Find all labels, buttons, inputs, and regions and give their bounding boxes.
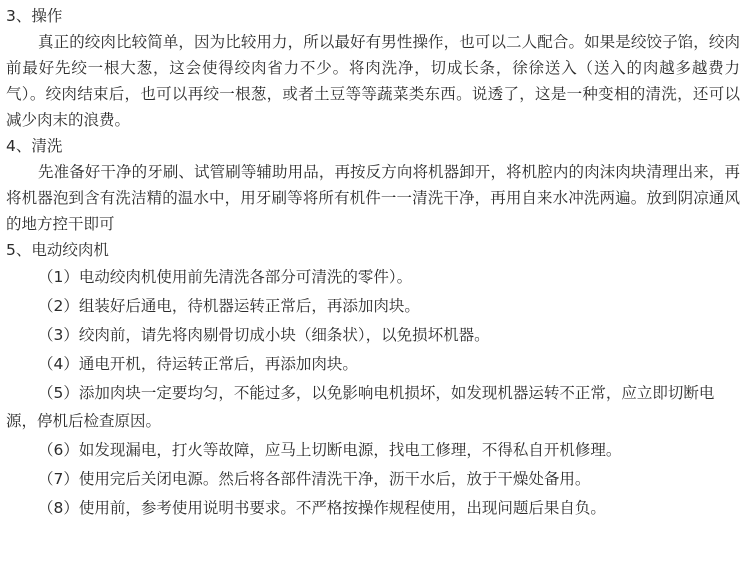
section-heading-operation: 3、操作 bbox=[6, 7, 63, 25]
list-item: （4）通电开机，待运转正常后，再添加肉块。 bbox=[38, 355, 358, 373]
list-item: （6）如发现漏电，打火等故障，应马上切断电源，找电工修理，不得私自开机修理。 bbox=[38, 441, 622, 459]
list-item: （5）添加肉块一定要均匀，不能过多，以免影响电机损坏，如发现机器运转不正常，应立即切断电源，停机后检查原因。 bbox=[6, 384, 715, 430]
list-item: （1）电动绞肉机使用前先清洗各部分可清洗的零件）。 bbox=[38, 268, 413, 286]
section-cleaning bbox=[6, 133, 740, 237]
list-item: （2）组装好后通电，待机器运转正常后，再添加肉块。 bbox=[38, 297, 420, 315]
paragraph-operation: 真正的绞肉比较简单，因为比较用力，所以最好有男性操作，也可以二人配合。如果是绞饺子馅，绞肉前最好先绞一根大葱，这会使得绞肉省力不少。将肉洗净，切成长条，徐徐送入（送入的肉越多越费力气）。绞肉结束后，也可以再绞一根葱，或者土豆等等蔬菜类东西。说透了，这是一种变相的清洗，还可以减少肉末的浪费。 bbox=[6, 33, 740, 129]
list-item: （8）使用前，参考使用说明书要求。不严格按操作规程使用，出现问题后果自负。 bbox=[38, 499, 606, 517]
section-heading-electric-grinder: 5、电动绞肉机 bbox=[6, 241, 109, 259]
paragraph-cleaning: 先准备好干净的牙刷、试管刷等辅助用品，再按反方向将机器卸开，将机腔内的肉沫肉块清理出来，再将机器泡到含有洗洁精的温水中，用牙刷等将所有机件一一清洗干净，再用自来水冲洗两遍。放到阴凉通风的地方控干即可 bbox=[6, 163, 740, 233]
instruction-list bbox=[6, 263, 740, 522]
section-operation bbox=[6, 3, 740, 133]
list-item: （3）绞肉前，请先将肉剔骨切成小块（细条状），以免损坏机器。 bbox=[38, 326, 490, 344]
section-heading-cleaning: 4、清洗 bbox=[6, 137, 63, 155]
section-electric-grinder bbox=[6, 237, 740, 522]
list-item: （7）使用完后关闭电源。然后将各部件清洗干净，沥干水后，放于干燥处备用。 bbox=[38, 470, 591, 488]
